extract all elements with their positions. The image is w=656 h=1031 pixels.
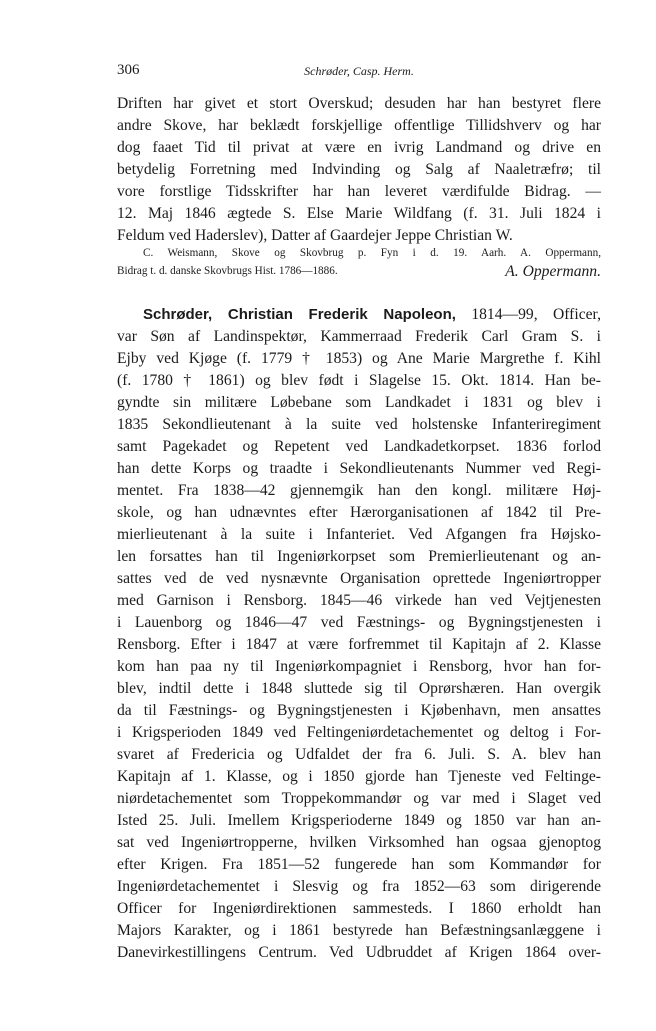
- text-line: Danevirkestillingens Centrum. Ved Udbruddet af Krigen 1864 over-: [117, 944, 601, 961]
- text-line: kom han paa ny til Ingeniørkompagniet i Rensborg, hvor han for-: [117, 658, 601, 675]
- text-line: Officer for Ingeniørdirektionen sammesteds. I 1860 erholdt han: [117, 900, 601, 917]
- running-head-title: Schrøder, Casp. Herm.: [304, 64, 414, 78]
- text-line: Ejby ved Kjøge (f. 1779 † 1853) og Ane Marie Margrethe f. Kihl: [117, 350, 601, 367]
- text-line: Isted 25. Juli. Imellem Krigsperioderne 1849 og 1850 var han an-: [117, 812, 601, 829]
- text-line: niørdetachementet som Troppekommandør og var med i Slaget ved: [117, 790, 601, 807]
- text-line: Majors Karakter, og i 1861 bestyrede han Befæstningsanlæggene i: [117, 922, 601, 939]
- text-line: 1835 Sekondlieutenant à la suite ved holstenske Infanteriregiment: [117, 416, 601, 433]
- text-line: sattes ved de ved nysnævnte Organisation oprettede Ingeniørtropper: [117, 570, 601, 587]
- text-line: betydelig Forretning med Indvinding og Salg af Naaletræfrø; til: [117, 161, 601, 178]
- text-line: efter Krigen. Fra 1851—52 fungerede han som Kommandør for: [117, 856, 601, 873]
- citation-line: C. Weismann, Skove og Skovbrug p. Fyn i d. 19. Aarh. A. Oppermann,: [143, 247, 601, 259]
- text-line: skole, og han udnævntes efter Hærorganisationen af 1842 til Pre-: [117, 504, 601, 521]
- text-line: Ingeniørdetachementet i Slesvig og fra 1852—63 som dirigerende: [117, 878, 601, 895]
- text-line: var Søn af Landinspektør, Kammerraad Frederik Carl Gram S. i: [117, 328, 601, 345]
- text-line: dog faaet Tid til privat at være en ivrig Landmand og drive en: [117, 139, 601, 156]
- text-line: samt Pagekadet og Repetent ved Landkadetkorpset. 1836 forlod: [117, 438, 601, 455]
- text-line: i Krigsperioden 1849 ved Feltingeniørdetachementet og deltog i For-: [117, 724, 601, 741]
- text-line: mentet. Fra 1838—42 gjennemgik han den kongl. militære Høj-: [117, 482, 601, 499]
- text-line: sat ved Ingeniørtropperne, hvilken Virksomhed han ogsaa gjenoptog: [117, 834, 601, 851]
- text-line: mierlieutenant à la suite i Infanteriet. Ved Afgangen fra Højsko-: [117, 526, 601, 543]
- text-line: i Lauenborg og 1846—47 ved Fæstnings- og Bygningstjenesten i: [117, 614, 601, 631]
- running-head: [117, 62, 601, 82]
- page-number: 306: [117, 62, 140, 78]
- text-line: len forsattes han til Ingeniørkorpset som Premierlieutenant og an-: [117, 548, 601, 565]
- text-line: vore forstlige Tidsskrifter har han leveret værdifulde Bidrag. —: [117, 183, 601, 200]
- text-line: 12. Maj 1846 ægtede S. Else Marie Wildfang (f. 31. Juli 1824 i: [117, 205, 601, 222]
- text-line: andre Skove, har beklædt forskjellige offentlige Tillidshverv og har: [117, 117, 601, 134]
- text-line: svaret af Fredericia og Udfaldet der fra 6. Juli. S. A. blev han: [117, 746, 601, 763]
- text-line: Rensborg. Efter i 1847 at være forfremmet til Kapitajn af 2. Klasse: [117, 636, 601, 653]
- text-line: (f. 1780 † 1861) og blev født i Slagelse 15. Okt. 1814. Han be-: [117, 372, 601, 389]
- author-signature: A. Oppermann.: [505, 263, 601, 280]
- entry-first-line-rest: 1814—99, Officer,: [455, 306, 602, 323]
- text-line: han dette Korps og traadte i Sekondlieutenants Nummer ved Regi-: [117, 460, 601, 477]
- citation-line: Bidrag t. d. danske Skovbrugs Hist. 1786—1886.: [117, 265, 338, 277]
- text-line: med Garnison i Rensborg. 1845—46 virkede han ved Vejtjenesten: [117, 592, 601, 609]
- entry-headword: Schrøder, Christian Frederik Napoleon,: [143, 306, 456, 323]
- text-line: da til Fæstnings- og Bygningstjenesten i Kjøbenhavn, men ansattes: [117, 702, 601, 719]
- text-line: Feldum ved Haderslev), Datter af Gaardejer Jeppe Christian W.: [117, 227, 513, 244]
- text-line: Driften har givet et stort Overskud; desuden har han bestyret flere: [117, 95, 601, 112]
- text-line: Kapitajn af 1. Klasse, og i 1850 gjorde han Tjeneste ved Feltinge-: [117, 768, 601, 785]
- entry-first-line: [143, 304, 601, 326]
- text-line: gyndte sin militære Løbebane som Landkadet i 1831 og blev i: [117, 394, 601, 411]
- text-line: blev, indtil dette i 1848 sluttede sig til Oprørshæren. Han overgik: [117, 680, 601, 697]
